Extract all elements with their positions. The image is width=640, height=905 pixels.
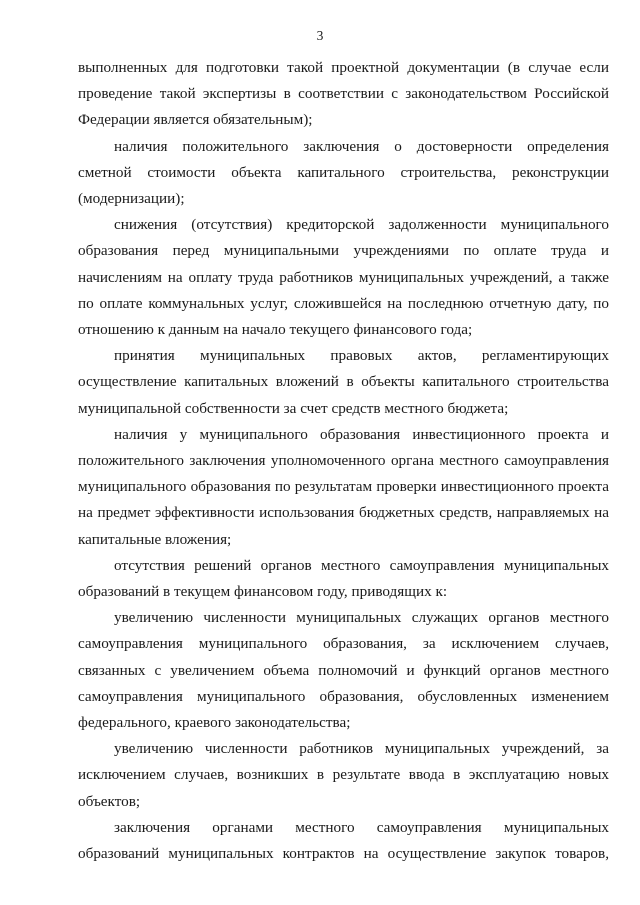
paragraph-condition-estimate: наличия положительного заключения о достоверности определения сметной стоимости объекта капитального строительства, реконструкции (модернизации); [78, 137, 609, 208]
document-body [78, 55, 609, 867]
page-number: 3 [316, 28, 324, 43]
paragraph-condition-investment-project: наличия у муниципального образования инвестиционного проекта и положительного заключения уполномоченного органа местного самоуправления муниципального образования по результатам проверки инвестиционного проекта на предмет эффективности использования бюджетных средств, направляемых на капитальные вложения; [78, 425, 609, 548]
paragraph-staff-increase: увеличению численности муниципальных служащих органов местного самоуправления муниципального образования, за исключением случаев, связанных с увеличением объема полномочий и функций органов местного самоуправления муниципального образования, обусловленных изменением федерального, краевого законодательства; [78, 609, 609, 732]
paragraph-employee-increase: увеличению численности работников муниципальных учреждений, за исключением случаев, возникших в результате ввода в эксплуатацию новых объектов; [78, 740, 609, 810]
paragraph-condition-no-decisions: отсутствия решений органов местного самоуправления муниципальных образований в текущем финансовом году, приводящих к: [78, 556, 609, 601]
paragraph-contracts: заключения органами местного самоуправления муниципальных образований муниципальных контрактов на осуществление закупок товаров, [78, 818, 609, 863]
paragraph-continuation: выполненных для подготовки такой проектной документации (в случае если проведение такой экспертизы в соответствии с законодательством Российской Федерации является обязательным); [78, 59, 609, 129]
paragraph-condition-legal-acts: принятия муниципальных правовых актов, регламентирующих осуществление капитальных вложений в объекты капитального строительства муниципальной собственности за счет средств местного бюджета; [78, 347, 609, 417]
paragraph-condition-debt: снижения (отсутствия) кредиторской задолженности муниципального образования перед муниципальными учреждениями по оплате труда и начислениям на оплату труда работников муниципальных учреждений, а также по оплате коммунальных услуг, сложившейся на последнюю отчетную дату, по отношению к данным на начало текущего финансового года; [78, 216, 609, 339]
